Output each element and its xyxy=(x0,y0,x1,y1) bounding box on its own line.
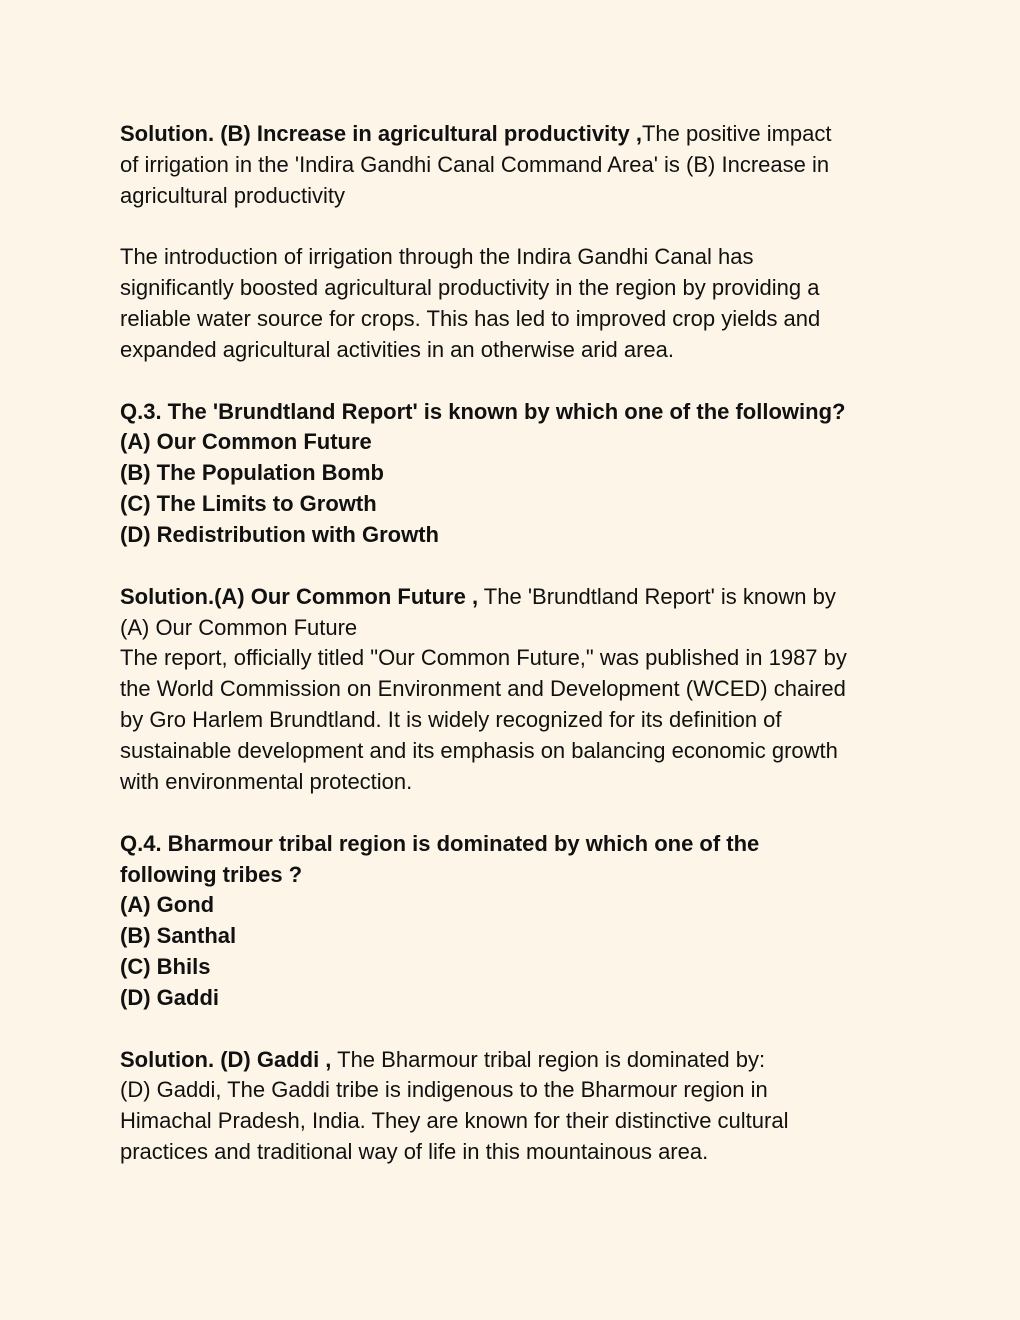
bold-text: (B) Santhal xyxy=(120,923,237,948)
text-line xyxy=(120,985,219,1011)
body-text: (D) Gaddi, The Gaddi tribe is indigenous to the Bharmour region in xyxy=(120,1077,768,1102)
text-line xyxy=(120,121,832,147)
text-line xyxy=(120,399,845,425)
body-text: agricultural productivity xyxy=(120,183,345,208)
body-text: The 'Brundtland Report' is known by xyxy=(478,584,836,609)
body-text: expanded agricultural activities in an otherwise arid area. xyxy=(120,337,674,362)
body-text: of irrigation in the 'Indira Gandhi Canal Command Area' is (B) Increase in xyxy=(120,152,830,177)
bold-text: (D) Redistribution with Growth xyxy=(120,522,439,547)
text-line xyxy=(120,862,302,888)
text-line xyxy=(120,615,357,641)
body-text: practices and traditional way of life in this mountainous area. xyxy=(120,1139,709,1164)
text-line xyxy=(120,738,838,764)
bold-text: (C) The Limits to Growth xyxy=(120,491,377,516)
text-line xyxy=(120,676,846,702)
body-text: significantly boosted agricultural productivity in the region by providing a xyxy=(120,275,820,300)
text-line xyxy=(120,429,372,455)
bold-text: (C) Bhils xyxy=(120,954,211,979)
bold-text: (A) Our Common Future xyxy=(120,429,372,454)
text-line xyxy=(120,183,345,209)
text-line xyxy=(120,1139,708,1165)
text-line xyxy=(120,584,836,610)
bold-text: Solution.(A) Our Common Future , xyxy=(120,584,479,609)
text-line xyxy=(120,491,377,517)
bold-text: Solution. (D) Gaddi , xyxy=(120,1047,332,1072)
text-line xyxy=(120,275,820,301)
text-line xyxy=(120,522,439,548)
bold-text: (D) Gaddi xyxy=(120,985,219,1010)
body-text: sustainable development and its emphasis on balancing economic growth xyxy=(120,738,838,763)
text-line xyxy=(120,954,210,980)
bold-text: Solution. (B) Increase in agricultural productivity , xyxy=(120,121,642,146)
text-line xyxy=(120,306,820,332)
text-line xyxy=(120,1077,768,1103)
body-text: the World Commission on Environment and Development (WCED) chaired xyxy=(120,676,846,701)
body-text: The introduction of irrigation through the Indira Gandhi Canal has xyxy=(120,244,754,269)
text-line xyxy=(120,645,847,671)
bold-text: following tribes ? xyxy=(120,862,303,887)
body-text: (A) Our Common Future xyxy=(120,615,358,640)
text-line xyxy=(120,460,384,486)
body-text: The positive impact xyxy=(641,121,832,146)
bold-text: (A) Gond xyxy=(120,892,215,917)
text-line xyxy=(120,923,236,949)
text-line xyxy=(120,244,754,270)
bold-text: Q.3. The 'Brundtland Report' is known by which one of the following? xyxy=(120,399,846,424)
body-text: The Bharmour tribal region is dominated by: xyxy=(331,1047,766,1072)
body-text: by Gro Harlem Brundtland. It is widely recognized for its definition of xyxy=(120,707,782,732)
text-line xyxy=(120,892,214,918)
bold-text: (B) The Population Bomb xyxy=(120,460,384,485)
bold-text: Q.4. Bharmour tribal region is dominated by which one of the xyxy=(120,831,760,856)
body-text: Himachal Pradesh, India. They are known for their distinctive cultural xyxy=(120,1108,789,1133)
body-text: The report, officially titled "Our Common Future," was published in 1987 by xyxy=(120,645,847,670)
text-line xyxy=(120,337,674,363)
body-text: with environmental protection. xyxy=(120,769,413,794)
text-line xyxy=(120,769,412,795)
text-line xyxy=(120,1047,765,1073)
text-line xyxy=(120,831,759,857)
body-text: reliable water source for crops. This has led to improved crop yields and xyxy=(120,306,821,331)
text-line xyxy=(120,707,782,733)
text-line xyxy=(120,152,829,178)
text-line xyxy=(120,1108,788,1134)
